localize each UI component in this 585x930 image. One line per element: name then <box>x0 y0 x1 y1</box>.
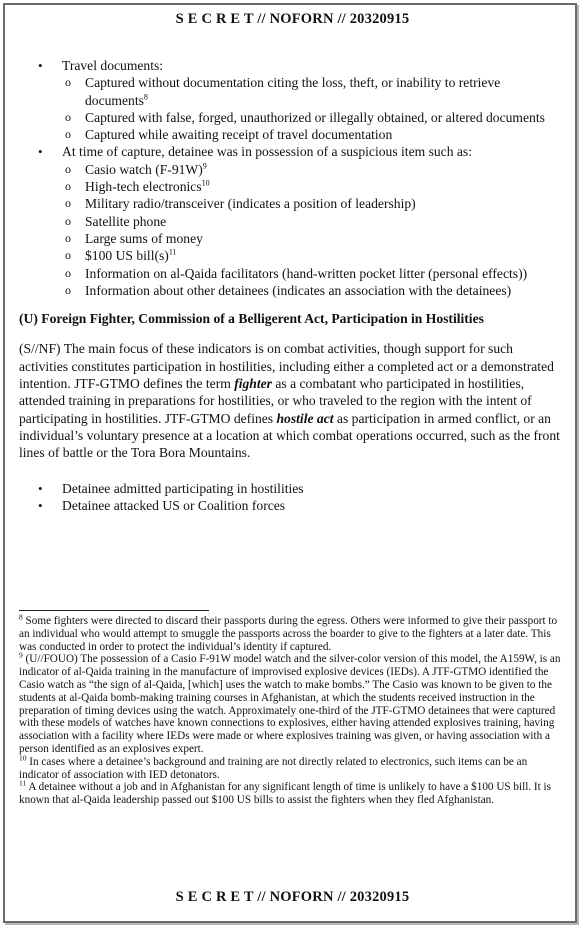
sub-list-travel <box>62 74 565 143</box>
circle-bullet-icon: o <box>65 109 71 124</box>
footnote-ref[interactable]: 9 <box>202 161 207 171</box>
footnote-ref[interactable]: 8 <box>143 92 148 102</box>
sub-list-item <box>62 126 565 143</box>
footnote-ref[interactable]: 10 <box>201 178 210 188</box>
sub-list-item-text: Captured without documentation citing the loss, theft, or inability to retrieve documents <box>85 75 501 108</box>
sub-list-item-text: Information about other detainees (indicates an association with the detainees) <box>85 282 512 298</box>
sub-list-item <box>62 109 565 126</box>
sub-list-item <box>62 195 565 212</box>
list-item-hostility <box>19 480 565 497</box>
list-item-text: Detainee attacked US or Coalition forces <box>62 497 286 513</box>
bullet-icon: • <box>38 480 43 496</box>
sub-list-item-text: High-tech electronics <box>85 179 202 195</box>
hostility-list <box>19 480 565 515</box>
document-body <box>19 57 565 514</box>
circle-bullet-icon: o <box>65 127 71 142</box>
footnote-text: In cases where a detainee’s background and training are not directly related to electronics, such items can be an indicator of association with IED detonators. <box>19 755 528 781</box>
footnote-text: A detainee without a job and in Afghanistan for any significant length of time is unlikely to have a $100 US bill. It is known that al-Qaida leadership passed out $100 US bills to assist the fighters when they fled Afghanistan. <box>19 781 552 807</box>
footnote-text: (U//FOUO) The possession of a Casio F-91W model watch and the silver-color version of this model, the A159W, is an indicator of al-Qaida training in the manufacture of improvised explosive devices (IEDs). A JTF-GTMO identified the Casio watch as “the sign of al-Qaida, [which] uses the watch to make bombs.” The Casio was known to be given to the students at al-Qaida bomb-making training courses in Afghanistan, at which the students received instruction in the preparation of timing devices using the watch. Approximately one-third of the JTF-GTMO detainees that were captured with these models of watches have known connections to explosives, either having attended explosives training, having association with a facility where IEDs were made or where explosives training was given, or having association with a person identified as an explosives expert. <box>19 653 561 755</box>
list-item-suspicious <box>19 143 565 299</box>
footnote-number: 10 <box>19 753 27 763</box>
bullet-icon: • <box>38 58 43 73</box>
list-item-label: At time of capture, detainee was in possession of a suspicious item such as: <box>62 144 472 160</box>
footnote-text: Some fighters were directed to discard their passports during the egress. Others were informed to give their passport to an individual who would attempt to smuggle the passports across the boarder to give to the fighters at a later date. This was conducted in order to protect the individual’s identity if captured. <box>19 615 558 653</box>
circle-bullet-icon: o <box>65 265 71 280</box>
circle-bullet-icon: o <box>65 213 71 228</box>
list-item-text: Detainee admitted participating in hostilities <box>62 480 304 496</box>
circle-bullet-icon: o <box>65 230 71 245</box>
footnote-number: 11 <box>19 778 27 788</box>
circle-bullet-icon: o <box>65 161 71 176</box>
list-item-hostility <box>19 497 565 514</box>
sub-list-suspicious <box>62 161 565 299</box>
footnote <box>19 778 565 807</box>
sub-list-item-text: Captured while awaiting receipt of travel documentation <box>85 127 393 143</box>
paragraph-text: (S//NF) The main focus of these indicators is on combat activities, though support for such activities constitutes participation in hostilities, including either a completed act or a demonstrated intention. JTF-GTMO defines the term <box>19 341 554 392</box>
sub-list-item <box>62 178 565 195</box>
sub-list-item-text: Casio watch (F-91W) <box>85 161 203 177</box>
circle-bullet-icon: o <box>65 282 71 297</box>
indicator-list <box>19 57 565 299</box>
sub-list-item <box>62 74 565 109</box>
sub-list-item-text: Information on al-Qaida facilitators (hand-written pocket litter (personal effects)) <box>85 265 528 281</box>
sub-list-item <box>62 161 565 178</box>
footnote-separator <box>19 610 209 611</box>
classification-banner-bottom: S E C R E T // NOFORN // 20320915 <box>175 889 410 905</box>
paragraph-text: as a combatant who participated in hostilities, attended training in preparations for hostilities, or who traveled to the region with the intent of participating in hostilities. JTF-GTMO defines <box>19 376 532 426</box>
sub-list-item <box>62 265 565 282</box>
classification-banner-top: S E C R E T // NOFORN // 20320915 <box>175 11 410 27</box>
circle-bullet-icon: o <box>65 179 71 194</box>
body-paragraph <box>19 340 565 461</box>
sub-list-item-text: Military radio/transceiver (indicates a position of leadership) <box>85 196 416 212</box>
sub-list-item <box>62 213 565 230</box>
footnote-ref[interactable]: 11 <box>168 247 177 257</box>
bullet-icon: • <box>38 497 43 513</box>
sub-list-item-text: $100 US bill(s) <box>85 248 169 264</box>
section-heading: (U) Foreign Fighter, Commission of a Belligerent Act, Participation in Hostilities <box>19 311 484 327</box>
sub-list-item-text: Captured with false, forged, unauthorized or illegally obtained, or altered documents <box>85 109 545 125</box>
circle-bullet-icon: o <box>65 75 71 90</box>
circle-bullet-icon: o <box>65 196 71 211</box>
circle-bullet-icon: o <box>65 248 71 263</box>
list-item-travel <box>19 57 565 143</box>
sub-list-item <box>62 282 565 299</box>
paragraph-text: as participation in armed conflict, or an individual’s voluntary presence at a location at which combat operations occurred, such as the front lines of battle or the Tora Bora Mountains. <box>19 410 560 461</box>
list-item-label: Travel documents: <box>62 58 164 73</box>
footnotes <box>19 612 565 807</box>
sub-list-item <box>62 247 565 264</box>
sub-list-item-text: Large sums of money <box>85 230 203 246</box>
footnote <box>19 650 565 755</box>
footnote <box>19 612 565 653</box>
footnote-number: 9 <box>19 650 23 660</box>
sub-list-item <box>62 230 565 247</box>
term-hostile-act: hostile act <box>276 410 334 426</box>
bullet-icon: • <box>38 144 43 160</box>
footnote <box>19 753 565 782</box>
term-fighter: fighter <box>234 376 272 392</box>
footnote-number: 8 <box>19 612 23 622</box>
sub-list-item-text: Satellite phone <box>85 213 167 229</box>
